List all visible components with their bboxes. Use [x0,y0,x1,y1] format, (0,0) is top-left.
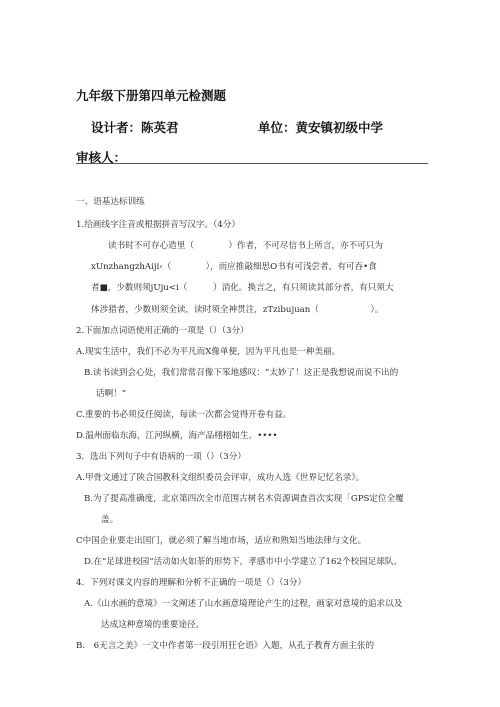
question-1-text: 读书时不可存心造里（ ）作者，不可尽信书上所言，亦不可只为 [108,241,384,251]
question-4-option-a: A.《山水画的意境》一文阐述了山水画意境理论产生的过程，画家对意境的追求以及 [84,599,403,609]
header-divider [76,163,428,164]
designer-label: 设计者：陈英君 [91,120,179,135]
question-1-text: 体涉猎者，少数则须全读，读时须全神贯注，zTzibujuan（ ）。 [91,305,384,315]
question-4-option-a-cont: 达成这种意境的重要途径。 [101,620,205,630]
question-2-option-a: A.现实生活中，我们不必为平凡而X像单便，因为平凡也是一种美丽。 [76,347,341,357]
question-3-option-c: C中国企业要走出国门，就必须了解当地市场，适应和熟知当地法律与文化。 [76,536,367,546]
question-1-text: 者■，少数则须jUju<i（ ）消化。换言之，有只须读其部分者，有只须大 [91,283,394,293]
question-4-option-b: B. 6无言之美》一文中作者第一段引用狂仑语》入题，从孔子教育方面主张的 [76,641,375,651]
question-1-text: xUnzhangzhAiji‹（ ），而应推敲细思O书有可浅尝者，有可吞•食 [91,262,377,272]
question-2: 2.下面加点词语使用正确的一项是（）（3分） [76,326,249,336]
question-1: 1.给画线字注音或根据拼音写汉字。（4分） [76,220,241,230]
question-3: 3．选出下列句子中有语病的一项（）（3分） [76,452,246,462]
document-title: 九年级下册第四单元检测题 [76,88,227,103]
question-3-option-a: A.甲骨文通过了陕合国教科文组织委员会评审，成功入选《世界记忆名录》。 [76,473,365,483]
question-2-option-d: D.温州面临东海，江河纵横，海产品栩栩如生。•••• [76,431,278,441]
question-2-option-b-cont: 话啊！” [96,389,127,399]
reviewer-label: 审核人： [76,150,127,165]
question-3-option-b-cont: 盖。 [101,515,119,525]
question-2-option-c: C.重要的书必须反任阅读，每读一次都会觉得开卷有益。 [76,410,292,420]
question-2-option-b: B.读书读到会心处，我们常常召像下笨地感叹：“太妙了！这正是我想说而说不出的 [84,368,399,378]
section-heading: 一、语基达标训练 [76,197,145,207]
unit-label: 单位：黄安镇初级中学 [258,120,384,135]
question-3-option-b: B.为了提高准确度，北京第四次全市范围古树名木资源调查首次实现「GPS定位全覆 [84,494,404,504]
question-4: 4．下列对课文内容的理解和分析不正确的一项是（）（3分） [76,578,307,588]
question-3-option-d: D.在“足球进校园”活动如火如荼的形势下，孝感市中小学建立了162个校园足球队。 [84,557,403,567]
